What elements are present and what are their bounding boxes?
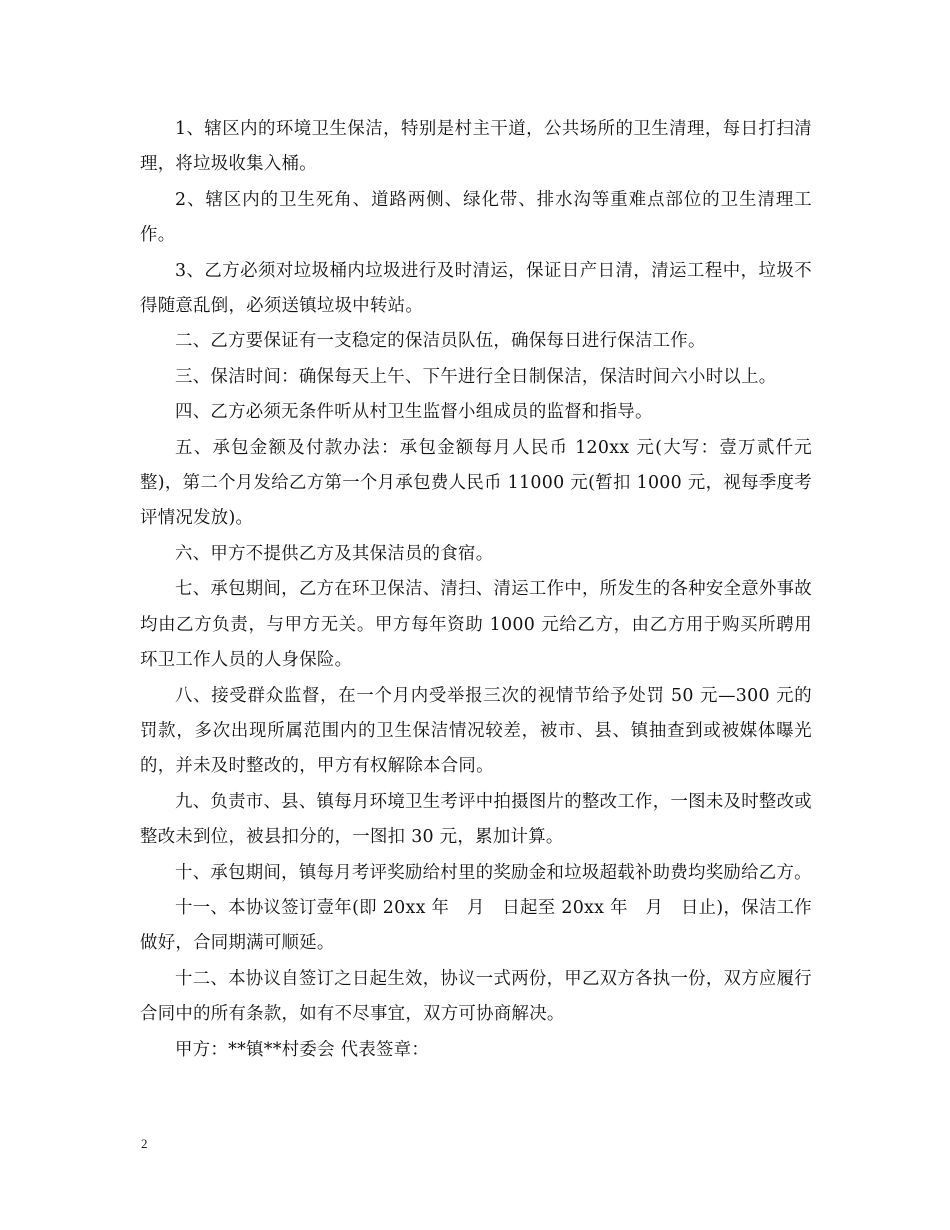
paragraph-6: 四、乙方必须无条件听从村卫生监督小组成员的监督和指导。 — [175, 402, 653, 423]
paragraph-9: 七、承包期间，乙方在环卫保洁、清扫、清运工作中，所发生的各种安全意外事故均由乙方负责，与甲方无关。甲方每年资助 1000 元给乙方，由乙方用于购买所聘用环卫工作人员的人身保险。 — [140, 579, 812, 671]
page-number: 2 — [141, 1136, 148, 1151]
paragraph-7: 五、承包金额及付款办法：承包金额每月人民币 120xx 元(大写：壹万贰仟元整)，第二个月发给乙方第一个月承包费人民币 11000 元(暂扣 1000 元，视每季度考评情况发放)。 — [140, 437, 812, 529]
paragraph-11: 九、负责市、县、镇每月环境卫生考评中拍摄图片的整改工作，一图未及时整改或整改未到位，被县扣分的，一图扣 30 元，累加计算。 — [140, 791, 812, 848]
paragraph-4: 二、乙方要保证有一支稳定的保洁员队伍，确保每日进行保洁工作。 — [175, 331, 706, 352]
signature-line: 甲方：**镇**村委会 代表签章： — [175, 1039, 430, 1060]
paragraph-1: 1、辖区内的环境卫生保洁，特别是村主干道，公共场所的卫生清理，每日打扫清理，将垃圾收集入桶。 — [140, 119, 812, 175]
paragraph-13: 十一、本协议签订壹年(即 20xx 年 月 日起至 20xx 年 月 日止)，保洁工作做好，合同期满可顺延。 — [140, 897, 812, 954]
paragraph-10: 八、接受群众监督，在一个月内受举报三次的视情节给予处罚 50 元—300 元的罚款，多次出现所属范围内的卫生保洁情况较差，被市、县、镇抽查到或被媒体曝光的，并未及时整改的，甲方有权解除本合同。 — [140, 685, 812, 777]
paragraph-3: 3、乙方必须对垃圾桶内垃圾进行及时清运，保证日产日清，清运工程中，垃圾不得随意乱倒，必须送镇垃圾中转站。 — [140, 260, 812, 317]
paragraph-5: 三、保洁时间：确保每天上午、下午进行全日制保洁，保洁时间六小时以上。 — [175, 366, 777, 387]
document-body — [140, 112, 812, 1068]
paragraph-2: 2、辖区内的卫生死角、道路两侧、绿化带、排水沟等重难点部位的卫生清理工作。 — [140, 189, 812, 246]
paragraph-8: 六、甲方不提供乙方及其保洁员的食宿。 — [175, 543, 494, 564]
paragraph-14: 十二、本协议自签订之日起生效，协议一式两份，甲乙双方各执一份，双方应履行合同中的所有条款，如有不尽事宜，双方可协商解决。 — [140, 968, 812, 1025]
paragraph-12: 十、承包期间，镇每月考评奖励给村里的奖励金和垃圾超载补助费均奖励给乙方。 — [175, 862, 812, 883]
